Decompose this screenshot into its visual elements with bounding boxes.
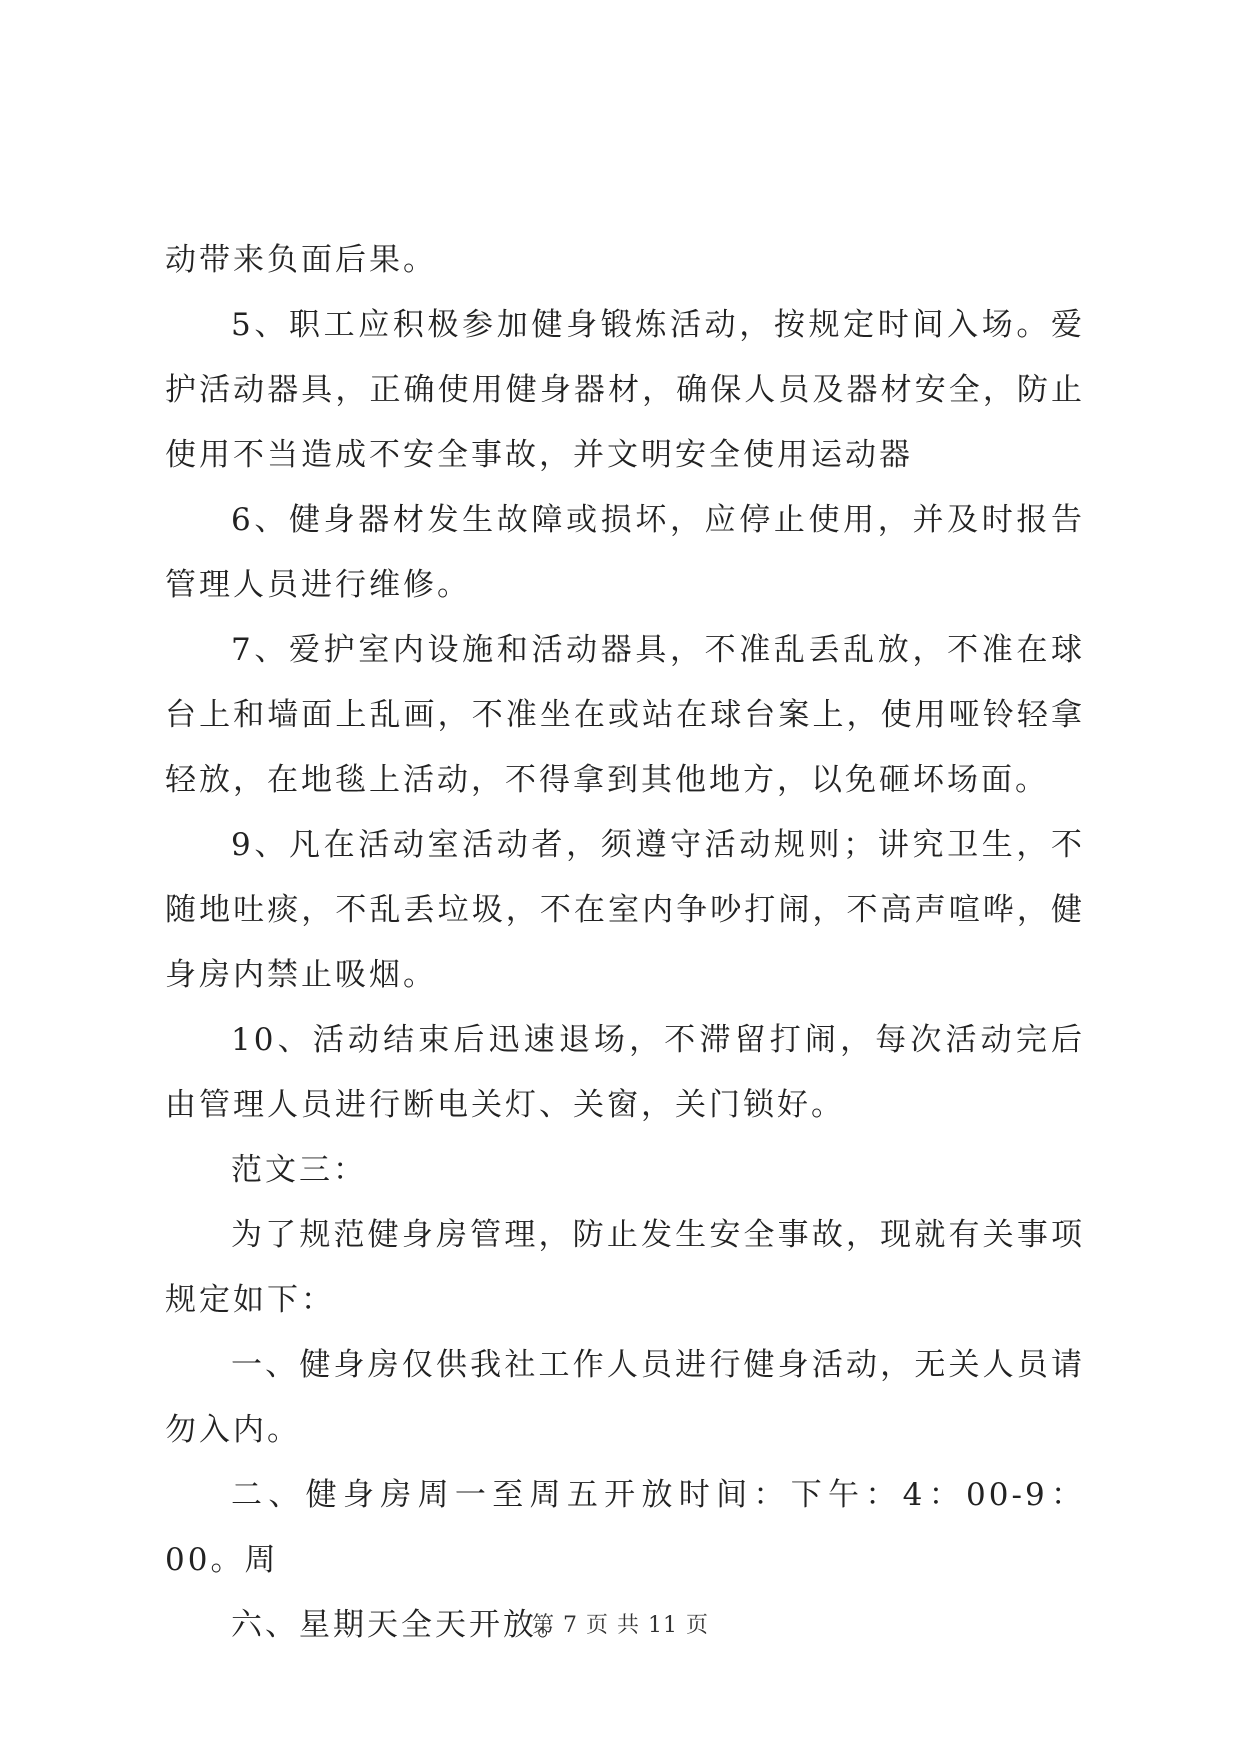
paragraph-item-2-continued: 六、星期天全天开放。 [231, 1607, 571, 1643]
document-body [165, 228, 1085, 1658]
paragraph-continuation: 动带来负面后果。 [165, 242, 437, 278]
paragraph-rule-5: 5、职工应积极参加健身锻炼活动，按规定时间入场。爱护活动器具，正确使用健身器材，确保人员及器材安全，防止使用不当造成不安全事故，并文明安全使用运动器 [165, 307, 1085, 473]
page-number-footer: 第 7 页 共 11 页 [532, 1613, 709, 1638]
paragraph-item-1: 一、健身房仅供我社工作人员进行健身活动，无关人员请勿入内。 [165, 1347, 1085, 1448]
paragraph-rule-7: 7、爱护室内设施和活动器具，不准乱丢乱放，不准在球台上和墙面上乱画，不准坐在或站在球台案上，使用哑铃轻拿轻放，在地毯上活动，不得拿到其他地方，以免砸坏场面。 [165, 632, 1085, 798]
paragraph-rule-10: 10、活动结束后迅速退场，不滞留打闹，每次活动完后由管理人员进行断电关灯、关窗，关门锁好。 [165, 1022, 1085, 1123]
paragraph-intro: 为了规范健身房管理，防止发生安全事故，现就有关事项规定如下： [165, 1217, 1085, 1318]
section-heading-sample-3: 范文三： [231, 1152, 367, 1188]
paragraph-item-2: 二、健身房周一至周五开放时间：下午：4：00-9：00。周 [165, 1477, 1085, 1578]
paragraph-rule-9: 9、凡在活动室活动者，须遵守活动规则；讲究卫生，不随地吐痰，不乱丢垃圾，不在室内争吵打闹，不高声喧哗，健身房内禁止吸烟。 [165, 827, 1085, 993]
paragraph-rule-6: 6、健身器材发生故障或损坏，应停止使用，并及时报告管理人员进行维修。 [165, 502, 1085, 603]
